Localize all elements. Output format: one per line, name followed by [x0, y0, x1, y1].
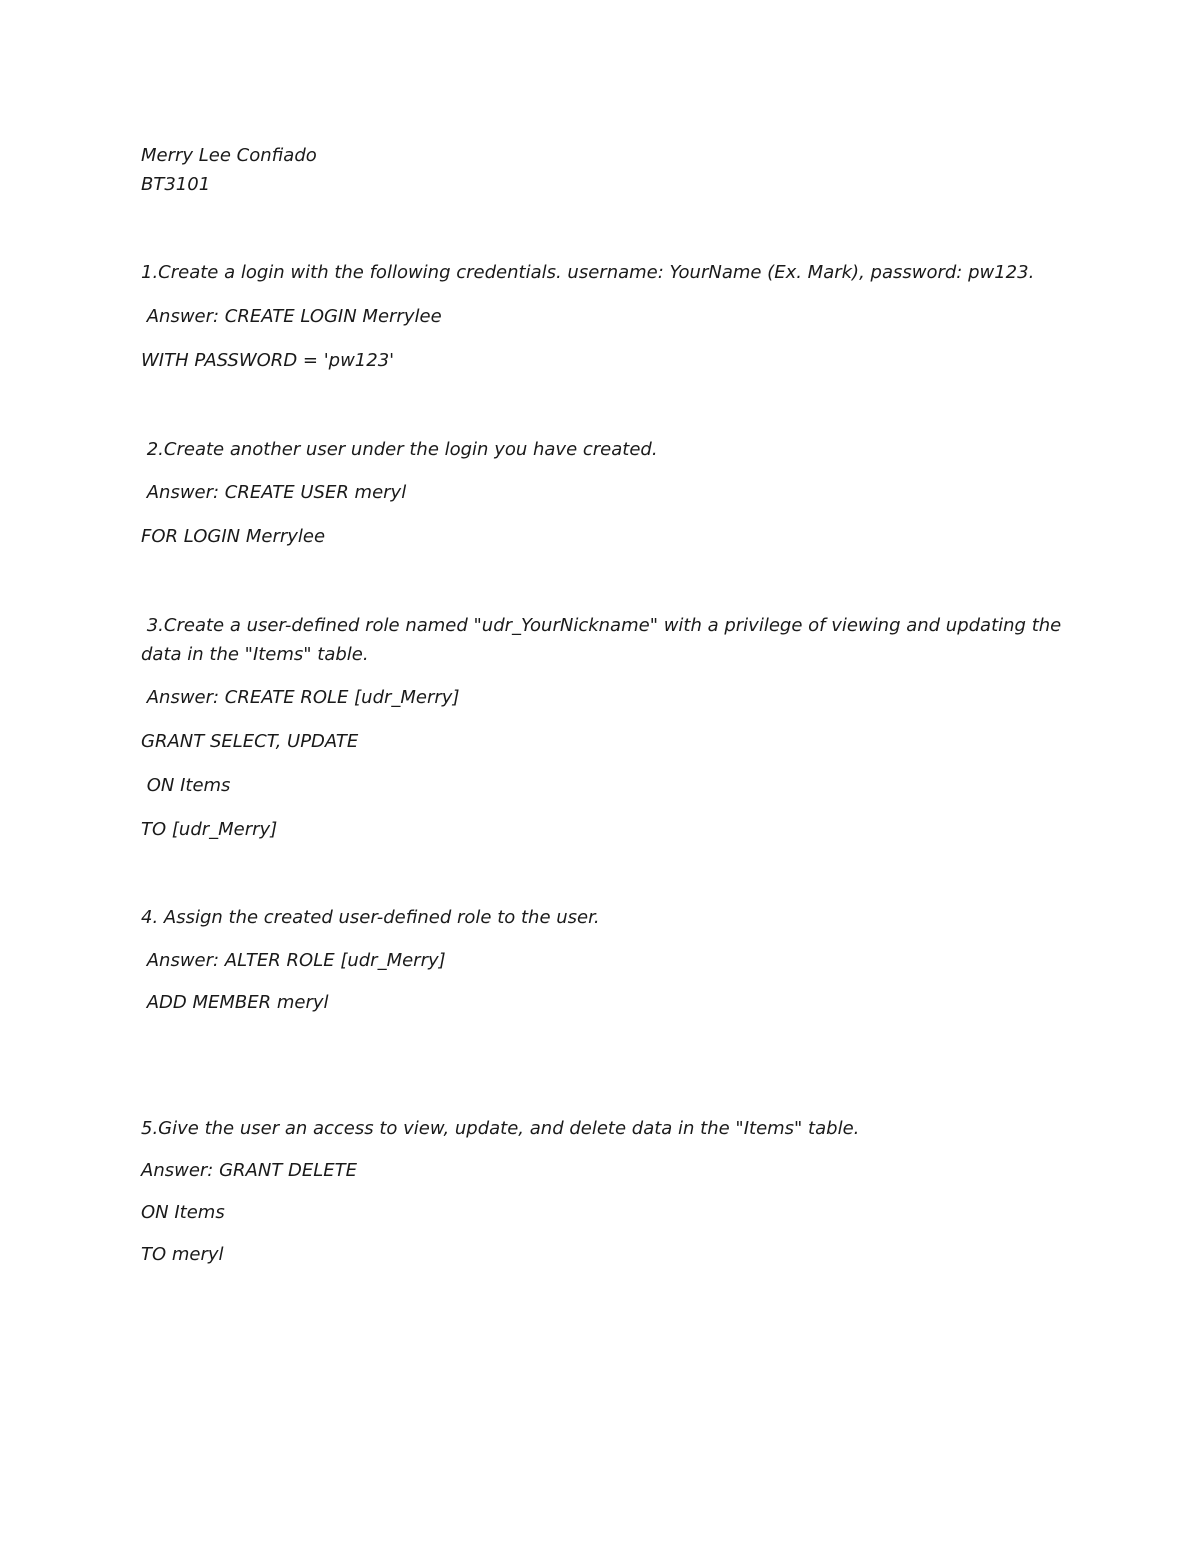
answer-5-line-2: ON Items	[141, 1202, 225, 1223]
answer-1-line-1: Answer: CREATE LOGIN Merrylee	[141, 306, 442, 327]
question-2: 2.Create another user under the login you have created.	[141, 439, 658, 460]
answer-3-line-1: Answer: CREATE ROLE [udr_Merry]	[141, 687, 460, 708]
answer-2-line-1: Answer: CREATE USER meryl	[141, 482, 407, 503]
author-name: Merry Lee Confiado	[141, 145, 317, 166]
answer-3-line-4: TO [udr_Merry]	[141, 819, 278, 840]
answer-2-line-2: FOR LOGIN Merrylee	[141, 526, 326, 547]
answer-5-line-1: Answer: GRANT DELETE	[141, 1160, 358, 1181]
question-5: 5.Give the user an access to view, update, and delete data in the "Items" table.	[141, 1118, 860, 1139]
question-3-line-1: 3.Create a user-defined role named "udr_YourNickname" with a privilege of viewing and updating the	[141, 615, 1062, 636]
course-code: BT3101	[141, 174, 211, 195]
question-4: 4. Assign the created user-defined role to the user.	[141, 907, 600, 928]
answer-4-line-2: ADD MEMBER meryl	[141, 992, 329, 1013]
answer-3-line-2: GRANT SELECT, UPDATE	[141, 731, 359, 752]
question-1: 1.Create a login with the following credentials. username: YourName (Ex. Mark), password: pw123.	[141, 262, 1035, 283]
answer-4-line-1: Answer: ALTER ROLE [udr_Merry]	[141, 950, 446, 971]
question-3-line-2: data in the "Items" table.	[141, 644, 369, 665]
answer-5-line-3: TO meryl	[141, 1244, 224, 1265]
answer-3-line-3: ON Items	[141, 775, 231, 796]
answer-1-line-2: WITH PASSWORD = 'pw123'	[141, 350, 395, 371]
